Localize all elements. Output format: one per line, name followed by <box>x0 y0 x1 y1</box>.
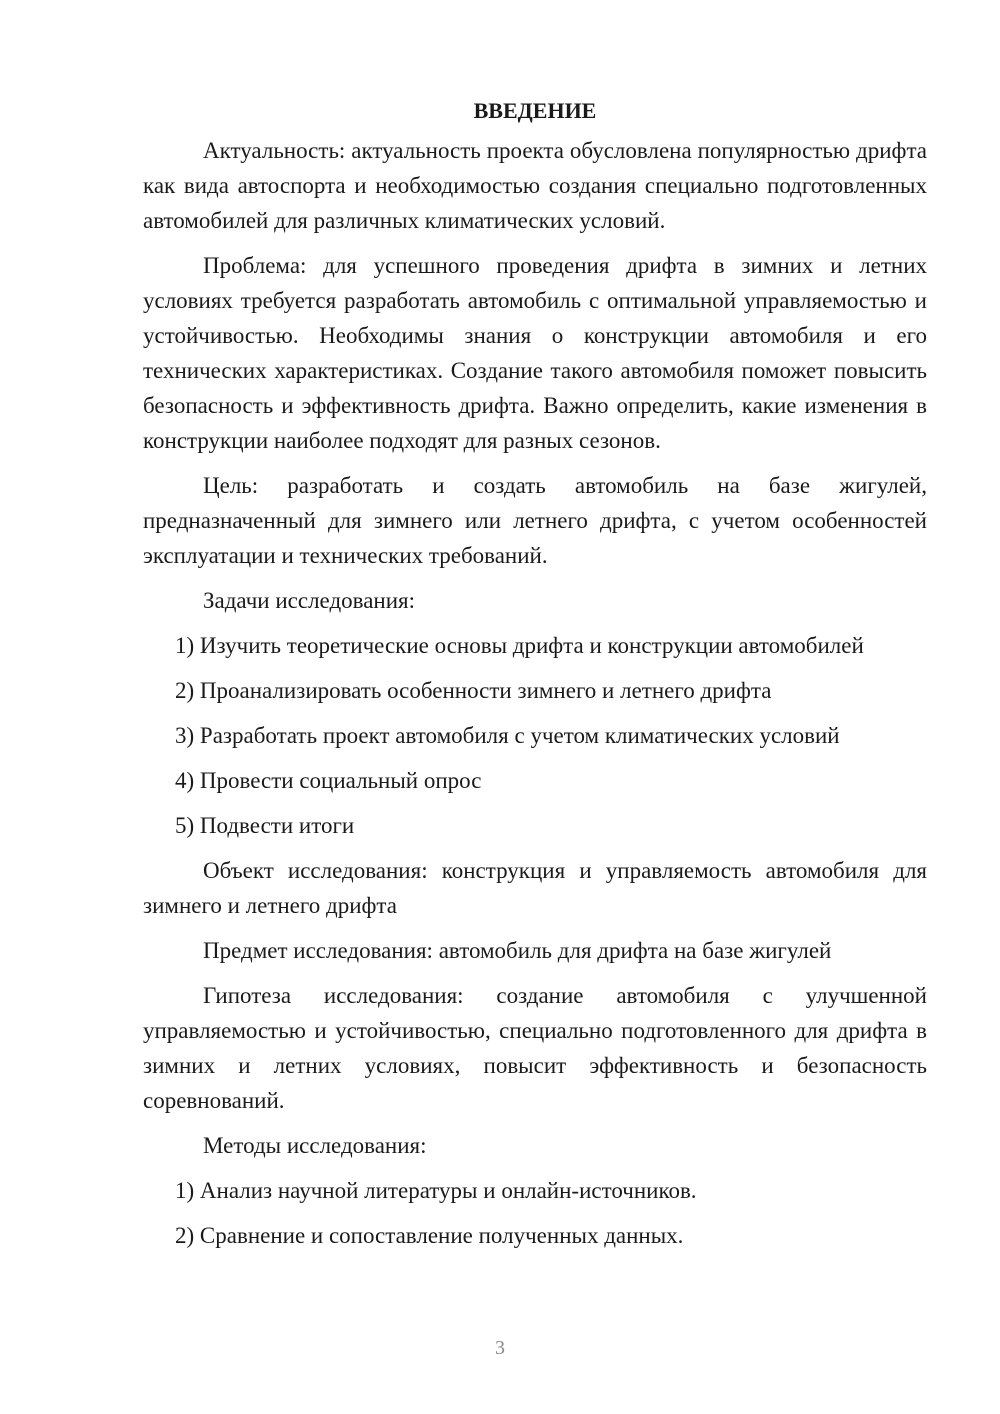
object-paragraph: Объект исследования: конструкция и управляемость автомобиля для зимнего и летнего дрифта <box>143 858 927 918</box>
list-item: 5) Подвести итоги <box>175 813 355 838</box>
section-title: ВВЕДЕНИЕ <box>473 98 597 123</box>
methods-list <box>143 1173 927 1253</box>
tasks-heading: Задачи исследования: <box>203 588 416 613</box>
relevance-paragraph: Актуальность: актуальность проекта обусловлена популярностью дрифта как вида автоспорта и необходимостью создания специально подготовленных автомобилей для различных климатических условий. <box>143 138 927 233</box>
list-item: 3) Разработать проект автомобиля с учетом климатических условий <box>175 723 840 748</box>
page-content <box>143 94 927 1263</box>
problem-paragraph: Проблема: для успешного проведения дрифта в зимних и летних условиях требуется разработать автомобиль с оптимальной управляемостью и устойчивостью. Необходимы знания о конструкции автомобиля и его технических характеристиках. Создание такого автомобиля поможет повысить безопасность и эффективность дрифта. Важно определить, какие изменения в конструкции наиболее подходят для разных сезонов. <box>143 253 927 453</box>
methods-heading: Методы исследования: <box>203 1133 427 1158</box>
hypothesis-paragraph: Гипотеза исследования: создание автомобиля с улучшенной управляемостью и устойчивостью, специально подготовленного для дрифта в зимних и летних условиях, повысит эффективность и безопасность соревнований. <box>143 983 927 1113</box>
list-item: 1) Анализ научной литературы и онлайн-источников. <box>175 1178 697 1203</box>
list-item: 2) Сравнение и сопоставление полученных данных. <box>175 1223 684 1248</box>
subject-paragraph: Предмет исследования: автомобиль для дрифта на базе жигулей <box>203 938 832 963</box>
tasks-list <box>143 628 927 843</box>
list-item: 1) Изучить теоретические основы дрифта и конструкции автомобилей <box>175 633 864 658</box>
page-number: 3 <box>495 1337 505 1359</box>
goal-paragraph: Цель: разработать и создать автомобиль на базе жигулей, предназначенный для зимнего или летнего дрифта, с учетом особенностей эксплуатации и технических требований. <box>143 473 927 568</box>
list-item: 2) Проанализировать особенности зимнего и летнего дрифта <box>175 678 772 703</box>
list-item: 4) Провести социальный опрос <box>175 768 482 793</box>
